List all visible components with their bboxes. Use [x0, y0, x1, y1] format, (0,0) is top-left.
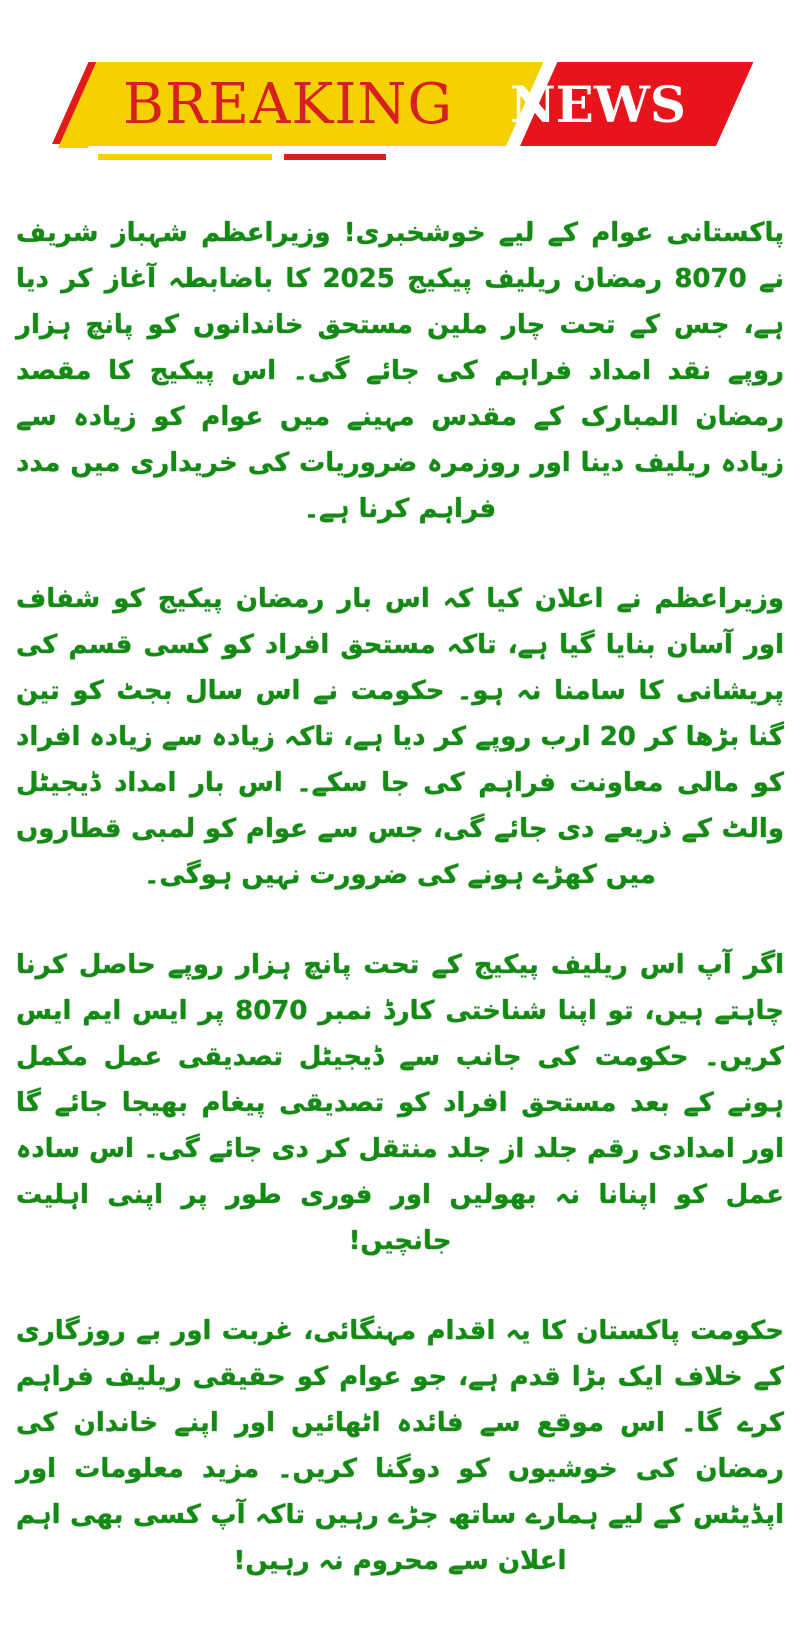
article-paragraph-3: اگر آپ اس ریلیف پیکیج کے تحت پانچ ہزار روپے حاصل کرنا چاہتے ہیں، تو اپنا شناختی کارڈ نمبر 8070 پر ایس ایم ایس کریں۔ حکومت کی جانب سے ڈیجیٹل تصدیقی عمل مکمل ہونے کے بعد مستحق افراد کو تصدیقی پیغام بھیجا جائے گا اور امدادی رقم جلد از جلد منتقل کر دی جائے گی۔ اس سادہ عمل کو اپنانا نہ بھولیں اور فوری طور پر اپنی اہلیت جانچیں!: [16, 950, 784, 1256]
news-label: NEWS: [509, 74, 687, 134]
article-paragraph-1: پاکستانی عوام کے لیے خوشخبری! وزیراعظم شہباز شریف نے 8070 رمضان ریلیف پیکیج 2025 کا باضابطہ آغاز کر دیا ہے، جس کے تحت چار ملین مستحق خاندانوں کو پانچ ہزار روپے نقد امداد فراہم کی جائے گی۔ اس پیکیج کا مقصد رمضان المبارک کے مقدس مہینے میں عوام کو زیادہ سے زیادہ ریلیف دینا اور روزمرہ ضروریات کی خریداری میں مدد فراہم کرنا ہے۔: [16, 218, 784, 524]
banner-red-underline: [284, 154, 386, 160]
article-body: [16, 210, 784, 1628]
banner-yellow-underline: [98, 154, 272, 160]
breaking-label: BREAKING: [122, 71, 454, 137]
article-paragraph-4: حکومت پاکستان کا یہ اقدام مہنگائی، غربت اور بے روزگاری کے خلاف ایک بڑا قدم ہے، جو عوام کو حقیقی ریلیف فراہم کرے گا۔ اس موقع سے فائدہ اٹھائیں اور اپنے خاندان کی رمضان کی خوشیوں کو دوگنا کریں۔ مزید معلومات اور اپڈیٹس کے لیے ہمارے ساتھ جڑے رہیں تاکہ آپ کسی بھی اہم اعلان سے محروم نہ رہیں!: [16, 1316, 784, 1576]
breaking-news-banner: [0, 0, 800, 180]
article-paragraph-2: وزیراعظم نے اعلان کیا کہ اس بار رمضان پیکیج کو شفاف اور آسان بنایا گیا ہے، تاکہ مستحق افراد کو کسی قسم کی پریشانی کا سامنا نہ ہو۔ حکومت نے اس سال بجٹ کو تین گنا بڑھا کر 20 ارب روپے کر دیا ہے، تاکہ زیادہ سے زیادہ افراد کو مالی معاونت فراہم کی جا سکے۔ اس بار امداد ڈیجیٹل والٹ کے ذریعے دی جائے گی، جس سے عوام کو لمبی قطاروں میں کھڑے ہونے کی ضرورت نہیں ہوگی۔: [16, 584, 784, 890]
